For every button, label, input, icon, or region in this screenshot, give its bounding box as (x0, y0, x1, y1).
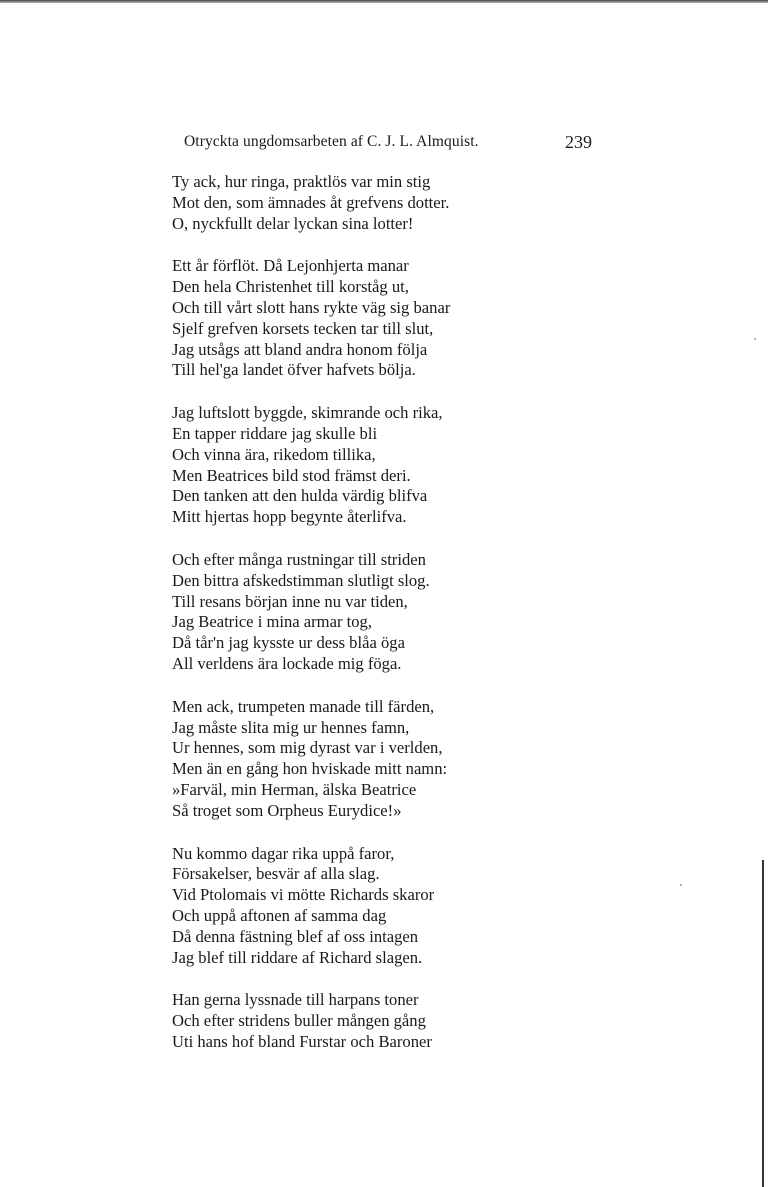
verse-line: Mitt hjertas hopp begynte återlifva. (172, 507, 407, 527)
verse-line: Och efter stridens buller mången gång (172, 1011, 426, 1031)
verse-line: Och uppå aftonen af samma dag (172, 905, 387, 925)
verse-line: Men än en gång hon hviskade mitt namn: (172, 759, 448, 779)
verse-line: Den tanken att den hulda värdig blifva (172, 486, 428, 506)
verse-line: Så troget som Orpheus Eurydice!» (172, 800, 402, 820)
stanza (172, 172, 532, 234)
stanza (172, 550, 532, 675)
poem-body (172, 172, 532, 1075)
verse-line: Men ack, trumpeten manade till färden, (172, 696, 435, 716)
speck (680, 884, 682, 886)
verse-line: En tapper riddare jag skulle bli (172, 423, 378, 443)
page-right-edge (762, 860, 764, 1187)
verse-line: Då tår'n jag kysste ur dess blåa öga (172, 633, 405, 653)
verse-line: O, nyckfullt delar lyckan sina lotter! (172, 213, 414, 233)
stanza (172, 990, 532, 1052)
verse-line: Jag Beatrice i mina armar tog, (172, 612, 372, 632)
verse-line: Jag luftslott byggde, skimrande och rika, (172, 403, 443, 423)
running-title: Otryckta ungdomsarbeten af C. J. L. Almquist. (184, 133, 479, 150)
page-number: 239 (565, 132, 592, 152)
verse-line: Ur hennes, som mig dyrast var i verlden, (172, 738, 443, 758)
stanza (172, 697, 532, 822)
verse-line: Försakelser, besvär af alla slag. (172, 864, 380, 884)
verse-line: Och efter många rustningar till striden (172, 549, 426, 569)
verse-line: »Farväl, min Herman, älska Beatrice (172, 779, 417, 799)
verse-line: Jag utsågs att bland andra honom följa (172, 339, 428, 359)
verse-line: Ty ack, hur ringa, praktlös var min stig (172, 172, 431, 191)
verse-line: Uti hans hof bland Furstar och Baroner (172, 1031, 432, 1051)
verse-line: Jag måste slita mig ur hennes famn, (172, 717, 410, 737)
verse-line: All verldens ära lockade mig föga. (172, 653, 402, 673)
verse-line: Sjelf grefven korsets tecken tar till slut, (172, 318, 434, 338)
verse-line: Och vinna ära, rikedom tillika, (172, 444, 376, 464)
verse-line: Den bittra afskedstimman slutligt slog. (172, 570, 430, 590)
verse-line: Nu kommo dagar rika uppå faror, (172, 843, 395, 863)
verse-line: Då denna fästning blef af oss intagen (172, 926, 419, 946)
verse-line: Jag blef till riddare af Richard slagen. (172, 947, 423, 967)
stanza (172, 844, 532, 969)
page-top-edge (0, 0, 768, 3)
stanza (172, 256, 532, 381)
verse-line: Ett år förflöt. Då Lejonhjerta manar (172, 256, 409, 276)
stanza (172, 403, 532, 528)
verse-line: Den hela Christenhet till korståg ut, (172, 277, 409, 297)
verse-line: Till hel'ga landet öfver hafvets bölja. (172, 360, 416, 380)
verse-line: Han gerna lyssnade till harpans toner (172, 990, 419, 1010)
speck (754, 338, 756, 340)
verse-line: Vid Ptolomais vi mötte Richards skaror (172, 885, 435, 905)
verse-line: Men Beatrices bild stod främst deri. (172, 465, 411, 485)
verse-line: Och till vårt slott hans rykte väg sig banar (172, 297, 451, 317)
verse-line: Till resans början inne nu var tiden, (172, 591, 408, 611)
verse-line: Mot den, som ämnades åt grefvens dotter. (172, 192, 450, 212)
